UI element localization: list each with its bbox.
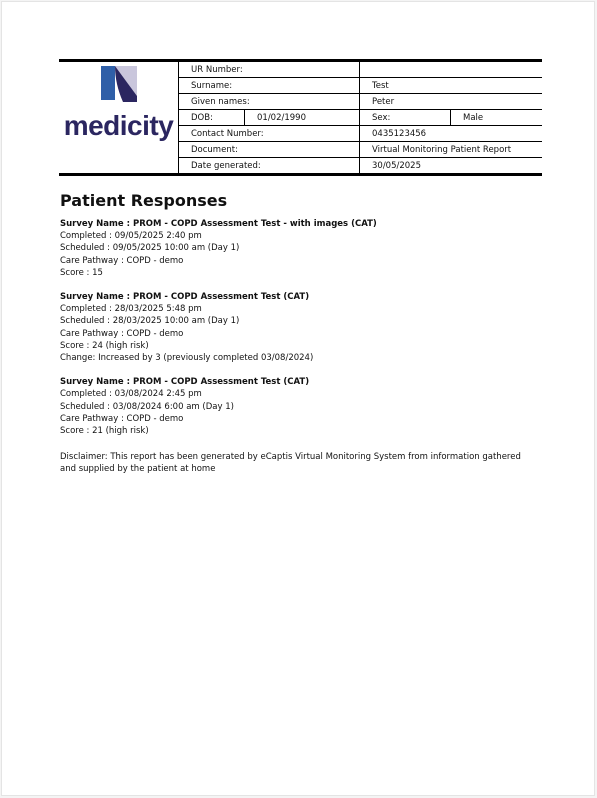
survey-scheduled: Scheduled : 28/03/2025 10:00 am (Day 1) bbox=[60, 316, 240, 327]
report-page bbox=[1, 1, 595, 796]
date-generated-value: 30/05/2025 bbox=[372, 161, 421, 171]
document-value: Virtual Monitoring Patient Report bbox=[360, 142, 542, 158]
survey-care-pathway: Care Pathway : COPD - demo bbox=[60, 328, 184, 339]
dob-value: 01/02/1990 bbox=[245, 110, 360, 126]
survey-block bbox=[60, 376, 530, 437]
ur-number-label: UR Number: bbox=[179, 62, 360, 78]
survey-score: Score : 21 (high risk) bbox=[60, 426, 149, 437]
sex-value: Male bbox=[451, 110, 542, 126]
survey-scheduled: Scheduled : 03/08/2024 6:00 am (Day 1) bbox=[60, 401, 234, 412]
surname-label: Surname: bbox=[179, 78, 360, 94]
contact-number-value: 0435123456 bbox=[360, 126, 542, 142]
survey-score: Score : 15 bbox=[60, 267, 103, 278]
surname-value: Test bbox=[360, 78, 542, 94]
survey-name: Survey Name : PROM - COPD Assessment Test (CAT) bbox=[60, 292, 310, 303]
survey-completed: Completed : 28/03/2025 5:48 pm bbox=[60, 304, 202, 315]
patient-details-grid bbox=[179, 62, 542, 173]
survey-block bbox=[60, 291, 530, 364]
survey-care-pathway: Care Pathway : COPD - demo bbox=[60, 255, 184, 266]
survey-score: Score : 24 (high risk) bbox=[60, 340, 149, 351]
document-label: Document: bbox=[179, 142, 360, 158]
given-names-value: Peter bbox=[360, 94, 542, 110]
survey-name: Survey Name : PROM - COPD Assessment Test (CAT) bbox=[60, 377, 310, 388]
page-title: Patient Responses bbox=[60, 191, 228, 210]
date-generated-label: Date generated: bbox=[179, 158, 360, 173]
disclaimer-text: Disclaimer: This report has been generated by eCaptis Virtual Monitoring System from information gathered and supplied by the patient at home bbox=[60, 452, 521, 475]
report-content bbox=[60, 190, 530, 476]
medicity-logo-icon bbox=[101, 66, 137, 102]
survey-care-pathway: Care Pathway : COPD - demo bbox=[60, 413, 184, 424]
ur-number-value bbox=[360, 62, 542, 78]
logo-wordmark: medicity bbox=[63, 110, 174, 141]
survey-scheduled: Scheduled : 09/05/2025 10:00 am (Day 1) bbox=[60, 243, 240, 254]
patient-header bbox=[59, 59, 542, 176]
given-names-label: Given names: bbox=[179, 94, 360, 110]
sex-label: Sex: bbox=[360, 110, 451, 126]
logo-area bbox=[59, 62, 179, 173]
survey-name: Survey Name : PROM - COPD Assessment Test - with images (CAT) bbox=[60, 219, 377, 229]
dob-label: DOB: bbox=[179, 110, 245, 126]
contact-number-label: Contact Number: bbox=[179, 126, 360, 142]
survey-completed: Completed : 09/05/2025 2:40 pm bbox=[60, 231, 202, 242]
survey-score-change: Change: Increased by 3 (previously completed 03/08/2024) bbox=[60, 353, 314, 364]
survey-completed: Completed : 03/08/2024 2:45 pm bbox=[60, 389, 202, 400]
survey-block bbox=[60, 218, 530, 279]
